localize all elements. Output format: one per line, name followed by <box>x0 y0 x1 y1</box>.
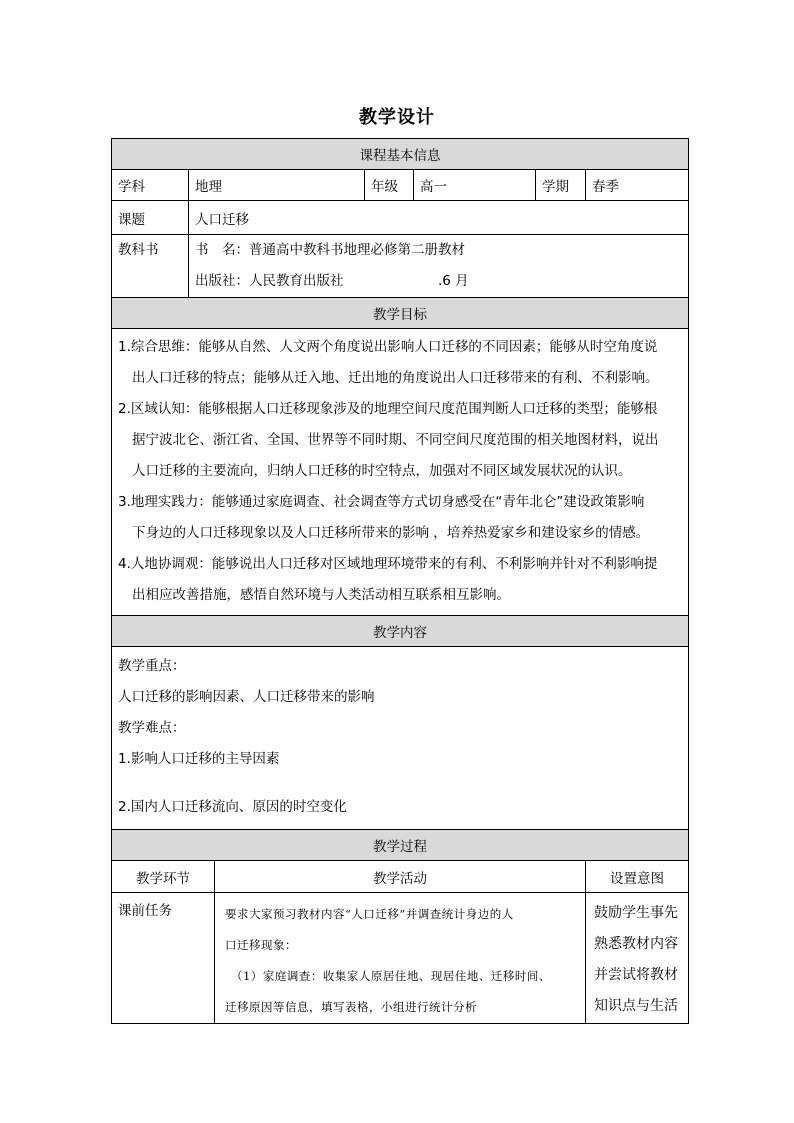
term-value: 春季 <box>586 170 689 201</box>
intent-cell <box>586 893 689 1024</box>
page-title: 教学设计 <box>359 107 435 128</box>
activity-line-2: 口迁移现象： <box>225 938 297 952</box>
textbook-label-text: 教科书 <box>118 242 159 258</box>
intent-line-1: 鼓励学生事先 <box>594 905 678 921</box>
topic-value: 人口迁移 <box>189 201 689 235</box>
subject-label: 学科 <box>112 170 189 201</box>
objectives-list <box>112 329 689 616</box>
textbook-label <box>112 235 189 298</box>
difficulty-1: 1.影响人口迁移的主导因素 <box>118 751 280 767</box>
activity-line-1: 要求大家预习教材内容“人口迁移”并调查统计身边的人 <box>225 907 514 921</box>
textbook-publisher: 出版社：人民教育出版社 .6 月 <box>195 273 469 289</box>
intent-line-4: 知识点与生活 <box>594 998 678 1014</box>
objective-1-line-2: 出人口迁移的特点；能够从迁入地、迁出地的角度说出人口迁移带来的有利、不利影响。 <box>132 370 659 386</box>
col-header-activity: 教学活动 <box>215 861 586 893</box>
objective-4-line-1: 4.人地协调观：能够说出人口迁移对区域地理环境带来的有利、不利影响并针对不利影响提 <box>118 556 658 572</box>
teaching-content <box>112 647 689 830</box>
grade-value: 高一 <box>414 170 536 201</box>
objective-3-line-2: 下身边的人口迁移现象以及人口迁移所带来的影响 ，培养热爱家乡和建设家乡的情感。 <box>132 525 650 541</box>
textbook-name: 书 名：普通高中教科书地理必修第二册教材 <box>195 242 465 258</box>
textbook-info <box>189 235 689 298</box>
stage-cell <box>112 893 215 1024</box>
objective-2-line-3: 人口迁移的主要流向，归纳人口迁移的时空特点，加强对不同区域发展状况的认识。 <box>132 463 632 479</box>
key-points-text: 人口迁移的影响因素、人口迁移带来的影响 <box>118 689 375 705</box>
grade-label: 年级 <box>365 170 414 201</box>
term-label: 学期 <box>536 170 586 201</box>
activity-line-3: （1）家庭调查：收集家人原居住地、现居住地、迁移时间、 <box>231 969 551 983</box>
col-header-stage: 教学环节 <box>112 861 215 893</box>
activity-cell <box>215 893 586 1024</box>
key-points-label: 教学重点： <box>118 658 186 674</box>
objective-3-line-1: 3.地理实践力：能够通过家庭调查、社会调查等方式切身感受在“青年北仑”建设政策影响 <box>118 494 645 510</box>
difficulties-label: 教学难点： <box>118 720 186 736</box>
lesson-plan-table <box>111 138 688 1024</box>
intent-line-2: 熟悉教材内容 <box>594 936 678 952</box>
section-header-content: 教学内容 <box>112 616 689 647</box>
intent-line-3: 并尝试将教材 <box>594 967 678 983</box>
topic-label: 课题 <box>112 201 189 235</box>
objective-4-line-2: 出相应改善措施，感悟自然环境与人类活动相互联系相互影响。 <box>132 587 510 603</box>
subject-value: 地理 <box>189 170 365 201</box>
objective-1-line-1: 1.综合思维：能够从自然、人文两个角度说出影响人口迁移的不同因素；能够从时空角度说 <box>118 339 658 355</box>
activity-line-4: 迁移原因等信息，填写表格，小组进行统计分析 <box>225 1000 477 1014</box>
difficulty-2: 2.国内人口迁移流向、原因的时空变化 <box>118 799 347 815</box>
col-header-intent: 设置意图 <box>586 861 689 893</box>
section-header-basic-info: 课程基本信息 <box>112 139 689 170</box>
section-header-objectives: 教学目标 <box>112 298 689 329</box>
objective-2-line-1: 2.区域认知：能够根据人口迁移现象涉及的地理空间尺度范围判断人口迁移的类型；能够根 <box>118 401 658 417</box>
section-header-process: 教学过程 <box>112 830 689 861</box>
objective-2-line-2: 据宁波北仑、浙江省、全国、世界等不同时期、不同空间尺度范围的相关地图材料，说出 <box>132 432 659 448</box>
stage-name: 课前任务 <box>118 903 172 919</box>
